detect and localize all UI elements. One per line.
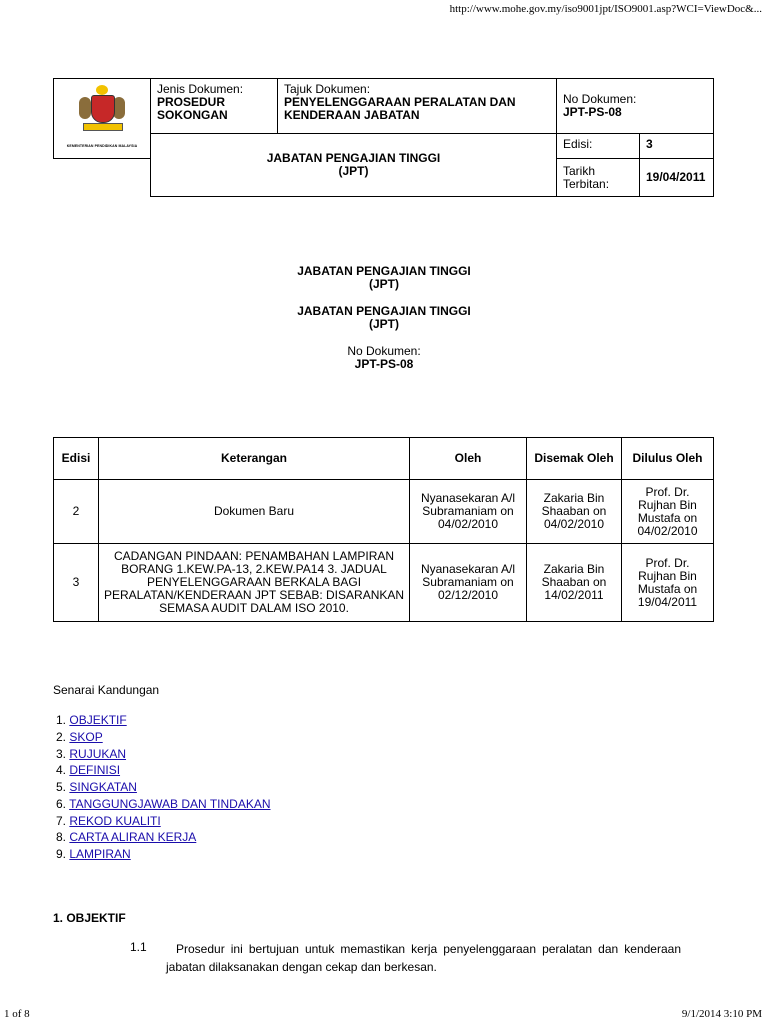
toc-item	[56, 796, 271, 813]
center-doc-number	[0, 345, 768, 371]
toc-item	[56, 762, 271, 779]
center-dept-1-line1: JABATAN PENGAJIAN TINGGI	[297, 264, 471, 278]
toc-number: 5.	[56, 780, 67, 794]
row-dilulus: Prof. Dr. Rujhan Bin Mustafa on 04/02/2010	[622, 480, 714, 544]
toc-link-lampiran[interactable]: LAMPIRAN	[69, 847, 131, 861]
page-counter: 1 of 8	[4, 1008, 30, 1020]
center-dept-2-line1: JABATAN PENGAJIAN TINGGI	[297, 304, 471, 318]
center-dept-1-line2: (JPT)	[369, 277, 399, 291]
toc-link-carta-aliran[interactable]: CARTA ALIRAN KERJA	[69, 830, 197, 845]
toc-number: 1.	[56, 713, 67, 727]
malaysia-crest-icon	[77, 85, 127, 135]
row-oleh: Nyanasekaran A/l Subramaniam on 04/02/2010	[410, 480, 527, 544]
row-keterangan: CADANGAN PINDAAN: PENAMBAHAN LAMPIRAN BORANG 1.KEW.PA-13, 2.KEW.PA14 3. JADUAL PENYELENGGARAAN BERKALA BAGI PERALATAN/KENDERAAN JPT SEBAB: DISARANKAN SEMASA AUDIT DALAM ISO 2010.	[99, 544, 410, 622]
paragraph-number: 1.1	[130, 940, 147, 954]
tajuk-dokumen-label: Tajuk Dokumen:	[284, 82, 371, 96]
toc-number: 7.	[56, 813, 67, 828]
jenis-dokumen-cell	[151, 79, 278, 134]
logo-caption: KEMENTERIAN PENDIDIKAN MALAYSIA	[66, 143, 138, 148]
row-dilulus: Prof. Dr. Rujhan Bin Mustafa on 19/04/2011	[622, 544, 714, 622]
department-line1: JABATAN PENGAJIAN TINGGI	[266, 151, 441, 165]
department-line2: (JPT)	[338, 164, 369, 178]
toc-number: 2.	[56, 729, 67, 744]
col-oleh: Oleh	[410, 438, 527, 480]
row-disemak: Zakaria Bin Shaaban on 14/02/2011	[527, 544, 622, 622]
row-edisi: 3	[54, 544, 99, 622]
edisi-label: Edisi:	[557, 134, 640, 159]
table-row	[54, 544, 714, 622]
col-disemak: Disemak Oleh	[527, 438, 622, 480]
center-dept-block-2	[0, 305, 768, 331]
toc-link-skop[interactable]: SKOP	[69, 729, 103, 744]
edisi-value: 3	[640, 134, 714, 159]
revision-table	[53, 437, 714, 622]
toc-number: 4.	[56, 763, 67, 778]
tarikh-label: Tarikh Terbitan:	[557, 159, 640, 197]
col-edisi: Edisi	[54, 438, 99, 480]
center-dept-2-line2: (JPT)	[369, 317, 399, 331]
toc-item	[56, 829, 271, 846]
document-header-table	[53, 78, 714, 197]
no-dokumen-label: No Dokumen:	[563, 92, 637, 106]
table-of-contents	[56, 712, 271, 863]
no-dokumen-cell	[557, 79, 714, 134]
center-doc-number-value: JPT-PS-08	[354, 357, 414, 371]
row-disemak: Zakaria Bin Shaaban on 04/02/2010	[527, 480, 622, 544]
row-oleh: Nyanasekaran A/l Subramaniam on 02/12/2010	[410, 544, 527, 622]
toc-item	[56, 779, 271, 796]
toc-item	[56, 746, 271, 763]
tajuk-dokumen-value: PENYELENGGARAAN PERALATAN DAN KENDERAAN JABATAN	[284, 95, 516, 122]
logo-cell	[54, 79, 151, 159]
paragraph-text	[166, 940, 681, 976]
logo-spacer	[54, 159, 151, 197]
toc-link-singkatan[interactable]: SINGKATAN	[69, 780, 137, 794]
table-row	[54, 480, 714, 544]
toc-item	[56, 712, 271, 729]
toc-link-definisi[interactable]: DEFINISI	[69, 763, 121, 778]
toc-title: Senarai Kandungan	[53, 683, 160, 697]
col-dilulus: Dilulus Oleh	[622, 438, 714, 480]
paragraph-body: Prosedur ini bertujuan untuk memastikan kerja penyelenggaraan peralatan dan kenderaan jabatan dilaksanakan dengan cekap dan berkesan.	[166, 942, 681, 974]
jenis-dokumen-value: PROSEDUR SOKONGAN	[157, 95, 228, 122]
toc-item	[56, 729, 271, 746]
toc-item	[56, 813, 271, 830]
department-cell	[151, 134, 557, 197]
toc-number: 6.	[56, 796, 67, 811]
toc-link-rujukan[interactable]: RUJUKAN	[69, 746, 127, 761]
page-url: http://www.mohe.gov.my/iso9001jpt/ISO9001.asp?WCI=ViewDoc&...	[449, 3, 762, 15]
section-heading-objektif: 1. OBJEKTIF	[53, 911, 126, 925]
jenis-dokumen-label: Jenis Dokumen:	[157, 82, 244, 96]
no-dokumen-value: JPT-PS-08	[563, 105, 622, 119]
toc-link-tanggungjawab[interactable]: TANGGUNGJAWAB DAN TINDAKAN	[69, 796, 271, 811]
toc-number: 3.	[56, 746, 67, 761]
toc-item	[56, 846, 271, 863]
revision-header-row	[54, 438, 714, 480]
row-keterangan: Dokumen Baru	[99, 480, 410, 544]
toc-link-rekod-kualiti[interactable]: REKOD KUALITI	[69, 813, 161, 828]
tarikh-value: 19/04/2011	[640, 159, 714, 197]
row-edisi: 2	[54, 480, 99, 544]
print-datetime: 9/1/2014 3:10 PM	[681, 1008, 762, 1020]
center-doc-number-label: No Dokumen:	[347, 344, 421, 358]
toc-link-objektif[interactable]: OBJEKTIF	[69, 713, 127, 727]
col-keterangan: Keterangan	[99, 438, 410, 480]
center-dept-block-1	[0, 265, 768, 291]
tajuk-dokumen-cell	[278, 79, 557, 134]
toc-number: 9.	[56, 847, 67, 861]
toc-number: 8.	[56, 830, 67, 845]
